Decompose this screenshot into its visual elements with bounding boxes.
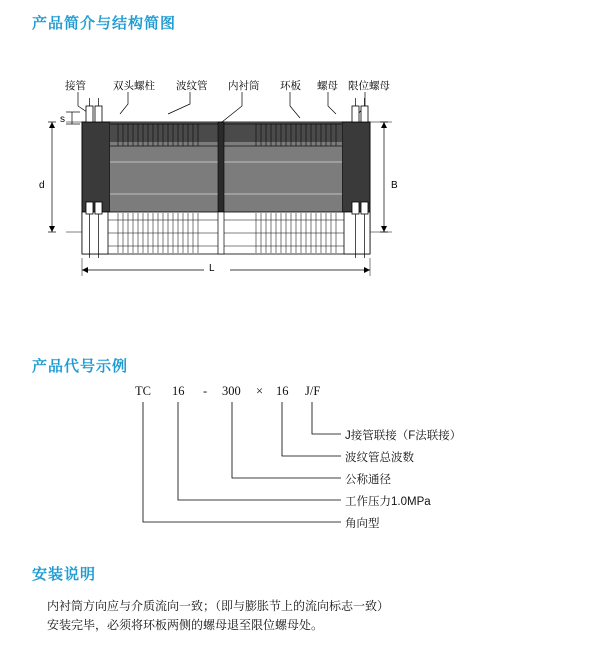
page-title-product-intro: 产品简介与结构简图: [32, 15, 177, 32]
callout-label-4: 环板: [280, 80, 301, 92]
code-token-4: ×: [256, 384, 264, 398]
callout-label-2: 波纹管: [176, 80, 208, 92]
code-desc-3: 工作压力1.0MPa: [345, 496, 431, 508]
structure-diagram: [0, 62, 600, 292]
dimension-label-d: d: [39, 180, 45, 191]
diagram-svg: [0, 62, 600, 292]
install-notes: [47, 597, 567, 635]
callout-label-3: 内衬筒: [228, 80, 260, 92]
code-desc-2: 公称通径: [345, 474, 391, 486]
install-note-line-1: 安装完毕，必须将环板两侧的螺母退至限位螺母处。: [47, 618, 324, 632]
page-title-install: 安装说明: [32, 566, 97, 583]
code-token-3: 300: [222, 384, 241, 398]
dimension-label-L: L: [209, 263, 215, 274]
callout-label-1: 双头螺柱: [113, 80, 155, 92]
code-token-0: TC: [135, 384, 151, 398]
code-desc-4: 角向型: [345, 518, 380, 530]
callout-label-5: 螺母: [317, 80, 338, 92]
code-token-1: 16: [172, 384, 185, 398]
code-desc-0: J接管联接（F法联接）: [345, 430, 462, 442]
callout-label-6: 限位螺母: [348, 80, 390, 92]
product-code-example: [0, 378, 600, 548]
dimension-label-B: B: [391, 180, 398, 191]
code-token-2: -: [203, 384, 208, 398]
dimension-label-s: s: [60, 114, 65, 125]
code-token-6: J/F: [305, 384, 321, 398]
code-token-5: 16: [276, 384, 289, 398]
code-desc-1: 波纹管总波数: [345, 452, 414, 464]
code-leader-lines: [0, 378, 600, 548]
install-note-line-0: 内衬筒方向应与介质流向一致；（即与膨胀节上的流向标志一致）: [47, 599, 390, 613]
page-title-code-example: 产品代号示例: [32, 358, 129, 375]
callout-label-0: 接管: [65, 80, 86, 92]
